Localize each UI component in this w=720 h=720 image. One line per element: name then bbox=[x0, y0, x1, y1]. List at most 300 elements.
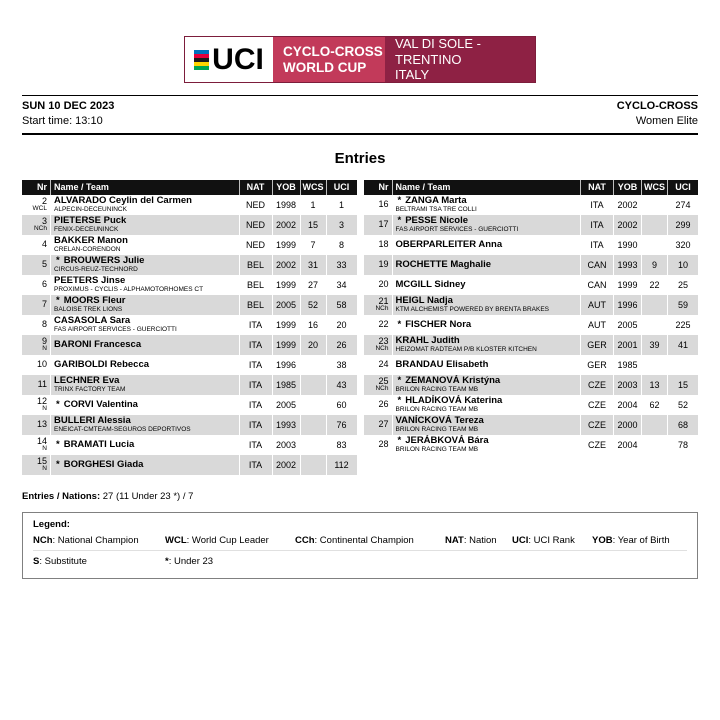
entry-name-cell bbox=[392, 215, 581, 235]
under23-star: * bbox=[56, 295, 60, 307]
entry-name-cell bbox=[392, 375, 581, 395]
rider-name: BULLERI Alessia bbox=[54, 415, 131, 427]
rider-name-line bbox=[54, 399, 239, 410]
rider-name-line bbox=[54, 359, 239, 370]
col-header-nr: Nr bbox=[36, 182, 47, 193]
col-header-nr: Nr bbox=[378, 182, 389, 193]
col-header-wcs: WCS bbox=[300, 180, 326, 195]
entry-nr-cell bbox=[364, 195, 392, 215]
rider-number: 4 bbox=[41, 238, 47, 249]
entry-name-cell bbox=[50, 315, 239, 335]
entry-nat: CZE bbox=[580, 435, 613, 455]
entry-name-cell bbox=[50, 355, 239, 375]
entry-wcs: 9 bbox=[641, 255, 667, 275]
page-title: Entries bbox=[334, 149, 386, 167]
entry-uci bbox=[667, 355, 698, 375]
entry-name-cell bbox=[392, 255, 581, 275]
legend-item: S: Substitute bbox=[33, 555, 87, 567]
rider-status-abbr: NCh bbox=[375, 305, 389, 312]
rider-name-line bbox=[396, 259, 581, 270]
entry-name-cell bbox=[392, 435, 581, 455]
entry-uci: 52 bbox=[667, 395, 698, 415]
entry-wcs: 13 bbox=[641, 375, 667, 395]
entry-row bbox=[22, 255, 357, 275]
entry-uci: 58 bbox=[326, 295, 357, 315]
entry-name-cell bbox=[50, 455, 239, 475]
entry-nat: CAN bbox=[580, 255, 613, 275]
rider-name-line bbox=[396, 215, 581, 226]
entry-row bbox=[22, 315, 357, 335]
entry-wcs bbox=[300, 435, 326, 455]
rider-name: CORVI Valentina bbox=[63, 398, 138, 410]
entry-name-cell bbox=[50, 255, 239, 275]
entry-row bbox=[22, 395, 357, 415]
entry-wcs: 31 bbox=[300, 255, 326, 275]
rider-name-line bbox=[54, 339, 239, 350]
entry-nr-cell bbox=[22, 375, 50, 395]
under23-star: * bbox=[397, 215, 402, 227]
entry-name-cell bbox=[50, 375, 239, 395]
entry-yob: 2002 bbox=[613, 215, 641, 235]
entry-row bbox=[364, 215, 699, 235]
entry-wcs bbox=[300, 355, 326, 375]
entry-yob: 2003 bbox=[272, 435, 300, 455]
entry-nr-cell bbox=[364, 435, 392, 455]
legend-row-1 bbox=[33, 530, 687, 550]
rider-name: LECHNER Eva bbox=[54, 375, 120, 387]
entry-yob: 1996 bbox=[272, 355, 300, 375]
entry-yob: 1999 bbox=[272, 335, 300, 355]
rider-number: 18 bbox=[378, 238, 389, 249]
entry-row bbox=[364, 375, 699, 395]
legend-item: *: Under 23 bbox=[165, 555, 214, 567]
rider-status-abbr: WCL bbox=[32, 205, 47, 212]
entry-name-cell bbox=[392, 315, 581, 335]
entry-name-cell bbox=[50, 395, 239, 415]
legend-abbr: NCh bbox=[33, 534, 53, 546]
entry-uci: 68 bbox=[667, 415, 698, 435]
legend-abbr: * bbox=[165, 555, 169, 567]
entry-row bbox=[364, 235, 699, 255]
rider-number: 27 bbox=[378, 418, 389, 429]
col-header-wcs: WCS bbox=[641, 180, 667, 195]
rider-name-line bbox=[396, 295, 581, 306]
entry-name-cell bbox=[50, 335, 239, 355]
entry-row bbox=[364, 255, 699, 275]
entry-nat: GER bbox=[580, 355, 613, 375]
entry-nr-cell bbox=[364, 235, 392, 255]
entry-wcs: 22 bbox=[641, 275, 667, 295]
under23-star: * bbox=[56, 458, 60, 470]
entry-yob: 2005 bbox=[613, 315, 641, 335]
entry-nat: ITA bbox=[239, 335, 272, 355]
legend-item: NCh: National Champion bbox=[33, 534, 139, 546]
entry-row bbox=[364, 395, 699, 415]
rider-name: JERÁBKOVÁ Bára bbox=[405, 435, 489, 447]
rider-name-line bbox=[396, 239, 581, 250]
entry-row bbox=[22, 195, 357, 215]
summary-label: Entries / Nations: bbox=[22, 490, 101, 502]
entry-nr-cell bbox=[22, 195, 50, 215]
rider-name-line bbox=[396, 335, 581, 346]
entry-nr-cell bbox=[364, 295, 392, 315]
entry-nr-cell bbox=[22, 455, 50, 475]
rider-team: ENEICAT-CMTEAM-SEGUROS DEPORTIVOS bbox=[54, 426, 191, 434]
entry-yob: 2002 bbox=[272, 455, 300, 475]
entry-nat: CZE bbox=[580, 415, 613, 435]
rider-name: HLADÍKOVÁ Katerina bbox=[405, 395, 503, 407]
rider-name-line bbox=[396, 435, 581, 446]
event-date: SUN 10 DEC 2023 bbox=[22, 100, 115, 112]
entry-yob: 2005 bbox=[272, 295, 300, 315]
rider-number: 5 bbox=[41, 258, 47, 269]
rider-status-abbr: NCh bbox=[375, 385, 389, 392]
entry-nat: NED bbox=[239, 235, 272, 255]
entry-row bbox=[22, 235, 357, 255]
entry-nr-cell bbox=[364, 375, 392, 395]
rider-team: HEIZOMAT RADTEAM P/B KLOSTER KITCHEN bbox=[395, 346, 537, 354]
rider-name: BRAMATI Lucia bbox=[63, 438, 135, 450]
entry-name-cell bbox=[392, 335, 581, 355]
entry-row bbox=[364, 355, 699, 375]
entry-nat: CZE bbox=[580, 395, 613, 415]
entry-nat: ITA bbox=[580, 195, 613, 215]
rider-name: BORGHESI Giada bbox=[63, 458, 144, 470]
legend-abbr: UCI bbox=[512, 534, 529, 546]
entry-nat: AUT bbox=[580, 315, 613, 335]
rider-name: VANÍCKOVÁ Tereza bbox=[395, 415, 484, 427]
rider-name: MOORS Fleur bbox=[63, 295, 126, 307]
entries-table-left bbox=[22, 180, 357, 475]
legend-item: YOB: Year of Birth bbox=[592, 534, 670, 546]
entry-wcs bbox=[641, 195, 667, 215]
rider-number: 19 bbox=[378, 258, 389, 269]
entry-nat: ITA bbox=[239, 435, 272, 455]
entry-wcs: 1 bbox=[300, 195, 326, 215]
rider-name-line bbox=[54, 295, 239, 306]
legend-abbr: WCL bbox=[165, 534, 187, 546]
entries-tables bbox=[22, 180, 698, 475]
entry-row bbox=[22, 275, 357, 295]
entry-wcs: 27 bbox=[300, 275, 326, 295]
entry-uci: 33 bbox=[326, 255, 357, 275]
entry-name-cell bbox=[50, 215, 239, 235]
rider-team: FAS AIRPORT SERVICES - GUERCIOTTI bbox=[395, 226, 519, 234]
entry-name-cell bbox=[50, 435, 239, 455]
entry-nr-cell bbox=[364, 255, 392, 275]
rider-number: 24 bbox=[378, 358, 389, 369]
entry-row bbox=[22, 435, 357, 455]
entry-wcs bbox=[641, 315, 667, 335]
rider-team: PROXIMUS - CYCLIS - ALPHAMOTORHOMES CT bbox=[54, 286, 204, 294]
entry-row bbox=[22, 415, 357, 435]
rider-number: 22 bbox=[378, 318, 389, 329]
rider-name-line bbox=[54, 439, 239, 450]
entry-wcs: 39 bbox=[641, 335, 667, 355]
entry-nr-cell bbox=[364, 335, 392, 355]
entry-row bbox=[364, 335, 699, 355]
entry-yob: 1996 bbox=[613, 295, 641, 315]
rider-team: KTM ALCHEMIST POWERED BY BRENTA BRAKES bbox=[395, 306, 550, 314]
entry-uci: 3 bbox=[326, 215, 357, 235]
entry-yob: 1999 bbox=[272, 315, 300, 335]
rider-status-abbr: NCh bbox=[33, 225, 47, 232]
uci-wordmark: UCI bbox=[212, 42, 264, 76]
event-info-bar bbox=[22, 95, 698, 135]
rider-name: PESSE Nicole bbox=[405, 215, 469, 227]
entry-nr-cell bbox=[22, 295, 50, 315]
rider-name: FISCHER Nora bbox=[405, 318, 472, 330]
rider-name: ZANGA Marta bbox=[405, 195, 467, 207]
entry-yob: 2002 bbox=[272, 215, 300, 235]
entry-uci: 38 bbox=[326, 355, 357, 375]
discipline: CYCLO-CROSS bbox=[616, 100, 698, 112]
under23-star: * bbox=[397, 195, 402, 207]
entry-nat: ITA bbox=[580, 215, 613, 235]
rider-name-line bbox=[396, 195, 581, 206]
col-header-uci: UCI bbox=[667, 180, 698, 195]
rider-team: BRILON RACING TEAM MB bbox=[395, 386, 479, 394]
entry-yob: 1985 bbox=[272, 375, 300, 395]
entry-yob: 1985 bbox=[613, 355, 641, 375]
legend-abbr: CCh bbox=[295, 534, 315, 546]
rider-name: ROCHETTE Maghalie bbox=[395, 258, 492, 270]
entry-row bbox=[364, 415, 699, 435]
entry-uci: 299 bbox=[667, 215, 698, 235]
entry-uci: 10 bbox=[667, 255, 698, 275]
rider-name: ZEMANOVÁ Kristýna bbox=[405, 375, 501, 387]
entry-wcs bbox=[641, 295, 667, 315]
rider-name-line bbox=[54, 375, 239, 386]
rider-status-abbr: N bbox=[42, 445, 47, 452]
entry-name-cell bbox=[50, 235, 239, 255]
entry-nat: ITA bbox=[239, 315, 272, 335]
entry-name-cell bbox=[392, 355, 581, 375]
entry-yob: 2004 bbox=[613, 435, 641, 455]
rider-team: TRINX FACTORY TEAM bbox=[54, 386, 126, 394]
rider-name-line bbox=[54, 275, 239, 286]
entry-yob: 1993 bbox=[613, 255, 641, 275]
rider-team: BRILON RACING TEAM MB bbox=[395, 426, 479, 434]
entry-yob: 2001 bbox=[613, 335, 641, 355]
col-header-yob: YOB bbox=[272, 180, 300, 195]
entry-row bbox=[364, 195, 699, 215]
rider-team: FENIX-DECEUNINCK bbox=[54, 226, 119, 234]
rider-status-abbr: N bbox=[42, 405, 47, 412]
entry-nr-cell bbox=[22, 415, 50, 435]
rider-number: 10 bbox=[36, 358, 47, 369]
under23-star: * bbox=[56, 255, 60, 267]
entry-name-cell bbox=[392, 295, 581, 315]
entry-nat: GER bbox=[580, 335, 613, 355]
entry-wcs bbox=[300, 415, 326, 435]
entries-table-right bbox=[364, 180, 699, 475]
entry-nat: NED bbox=[239, 195, 272, 215]
entry-yob: 2005 bbox=[272, 395, 300, 415]
rider-number: 15 bbox=[36, 455, 47, 466]
entry-yob: 2002 bbox=[272, 255, 300, 275]
entry-nr-cell bbox=[364, 355, 392, 375]
legend-row-2 bbox=[33, 550, 687, 571]
rider-team: BRILON RACING TEAM MB bbox=[395, 446, 479, 454]
entry-yob: 1999 bbox=[613, 275, 641, 295]
rider-number: 21 bbox=[378, 295, 389, 306]
rider-name-line bbox=[396, 279, 581, 290]
entry-yob: 1999 bbox=[272, 275, 300, 295]
rider-name: BAKKER Manon bbox=[54, 235, 128, 247]
rider-team: FAS AIRPORT SERVICES - GUERCIOTTI bbox=[54, 326, 177, 334]
rider-name: HEIGL Nadja bbox=[395, 295, 453, 307]
entry-name-cell bbox=[50, 195, 239, 215]
rider-name-line bbox=[396, 359, 581, 370]
entry-nat: AUT bbox=[580, 295, 613, 315]
entry-nat: ITA bbox=[239, 415, 272, 435]
entry-nr-cell bbox=[22, 235, 50, 255]
entry-name-cell bbox=[392, 275, 581, 295]
entry-yob: 2002 bbox=[613, 195, 641, 215]
entry-uci: 78 bbox=[667, 435, 698, 455]
entry-wcs bbox=[300, 375, 326, 395]
rider-team: BRILON RACING TEAM MB bbox=[395, 406, 479, 414]
entry-wcs: 20 bbox=[300, 335, 326, 355]
entry-nr-cell bbox=[364, 395, 392, 415]
rider-status-abbr: N bbox=[42, 465, 47, 472]
entry-uci: 20 bbox=[326, 315, 357, 335]
entry-uci: 76 bbox=[326, 415, 357, 435]
legend-item: NAT: Nation bbox=[445, 534, 497, 546]
series-line1: CYCLO-CROSS bbox=[283, 43, 383, 59]
legend-abbr: YOB bbox=[592, 534, 613, 546]
legend-title: Legend: bbox=[33, 518, 70, 530]
entry-row bbox=[22, 375, 357, 395]
entry-row bbox=[364, 275, 699, 295]
entry-name-cell bbox=[50, 295, 239, 315]
entry-uci: 60 bbox=[326, 395, 357, 415]
entry-nat: ITA bbox=[239, 375, 272, 395]
rider-name-line bbox=[54, 215, 239, 226]
entry-uci: 15 bbox=[667, 375, 698, 395]
entry-nr-cell bbox=[22, 255, 50, 275]
rider-name-line bbox=[396, 319, 581, 330]
rider-name-line bbox=[54, 315, 239, 326]
rider-name-line bbox=[54, 195, 239, 206]
entry-nat: BEL bbox=[239, 255, 272, 275]
entry-nat: BEL bbox=[239, 275, 272, 295]
entry-name-cell bbox=[392, 395, 581, 415]
entry-yob: 2004 bbox=[613, 395, 641, 415]
rider-number: 11 bbox=[37, 378, 47, 389]
col-header-uci: UCI bbox=[326, 180, 357, 195]
start-time: Start time: 13:10 bbox=[22, 114, 103, 127]
entry-name-cell bbox=[50, 415, 239, 435]
col-header-name-team: Name / Team bbox=[392, 180, 581, 195]
entry-nat: ITA bbox=[239, 455, 272, 475]
entry-uci: 26 bbox=[326, 335, 357, 355]
entry-wcs bbox=[641, 415, 667, 435]
rider-number: 28 bbox=[378, 438, 389, 449]
col-header-yob: YOB bbox=[613, 180, 641, 195]
rider-number: 13 bbox=[36, 418, 47, 429]
event-category-block bbox=[617, 99, 698, 129]
under23-star: * bbox=[56, 438, 60, 450]
rider-number: 8 bbox=[41, 318, 47, 329]
rider-number: 6 bbox=[41, 278, 47, 289]
rider-name: GARIBOLDI Rebecca bbox=[54, 358, 150, 370]
rider-name: OBERPARLEITER Anna bbox=[395, 238, 503, 250]
entry-nat: ITA bbox=[239, 395, 272, 415]
entry-yob: 1990 bbox=[613, 235, 641, 255]
rider-team: ALPECIN-DECEUNINCK bbox=[54, 206, 127, 214]
col-header-name-team: Name / Team bbox=[50, 180, 239, 195]
entry-uci: 25 bbox=[667, 275, 698, 295]
entry-yob: 1993 bbox=[272, 415, 300, 435]
rider-number: 9 bbox=[41, 335, 47, 346]
series-banner bbox=[273, 37, 385, 82]
rider-name-line bbox=[54, 459, 239, 470]
col-header-nat: NAT bbox=[580, 180, 613, 195]
entry-nr-cell bbox=[22, 395, 50, 415]
entry-row bbox=[22, 215, 357, 235]
entry-nr-cell bbox=[22, 215, 50, 235]
entries-page bbox=[22, 0, 698, 579]
entry-row bbox=[364, 295, 699, 315]
entry-uci: 274 bbox=[667, 195, 698, 215]
entry-nr-cell bbox=[22, 355, 50, 375]
entry-nat: ITA bbox=[239, 355, 272, 375]
entry-uci: 112 bbox=[326, 455, 357, 475]
venue-line2: ITALY bbox=[395, 67, 430, 83]
uci-event-logo bbox=[184, 36, 536, 83]
rider-name: ALVARADO Ceylin del Carmen bbox=[54, 195, 192, 207]
entry-row bbox=[22, 455, 357, 475]
event-date-block bbox=[22, 99, 114, 129]
legend-item: UCI: UCI Rank bbox=[512, 534, 575, 546]
entry-nat: NED bbox=[239, 215, 272, 235]
table-header bbox=[364, 180, 699, 195]
under23-star: * bbox=[397, 375, 402, 387]
summary-value: 27 (11 Under 23 *) / 7 bbox=[102, 490, 194, 502]
entry-name-cell bbox=[392, 235, 581, 255]
rider-name: PEETERS Jinse bbox=[54, 275, 126, 287]
rider-number: 7 bbox=[41, 298, 47, 309]
entry-wcs bbox=[641, 435, 667, 455]
rider-number: 20 bbox=[378, 278, 389, 289]
rider-name-line bbox=[396, 375, 581, 386]
entry-wcs: 52 bbox=[300, 295, 326, 315]
rider-number: 26 bbox=[378, 398, 389, 409]
rider-team: BALOISE TREK LIONS bbox=[54, 306, 123, 314]
series-line2: WORLD CUP bbox=[283, 59, 367, 75]
rider-name-line bbox=[54, 415, 239, 426]
rider-number: 2 bbox=[41, 195, 47, 206]
entry-uci: 83 bbox=[326, 435, 357, 455]
rider-name: BARONI Francesca bbox=[54, 338, 142, 350]
legend-item: WCL: World Cup Leader bbox=[165, 534, 269, 546]
uci-rainbow-stripes-icon bbox=[194, 50, 209, 70]
rider-status-abbr: N bbox=[42, 345, 47, 352]
entry-uci: 59 bbox=[667, 295, 698, 315]
rider-name: CASASOLA Sara bbox=[54, 315, 131, 327]
legend-abbr: NAT bbox=[445, 534, 464, 546]
entry-wcs: 62 bbox=[641, 395, 667, 415]
entry-uci: 8 bbox=[326, 235, 357, 255]
entry-name-cell bbox=[392, 195, 581, 215]
entry-nr-cell bbox=[22, 435, 50, 455]
entry-wcs: 7 bbox=[300, 235, 326, 255]
entry-nr-cell bbox=[364, 315, 392, 335]
entry-row bbox=[364, 315, 699, 335]
rider-team: BELTRAMI TSA TRE COLLI bbox=[395, 206, 477, 214]
